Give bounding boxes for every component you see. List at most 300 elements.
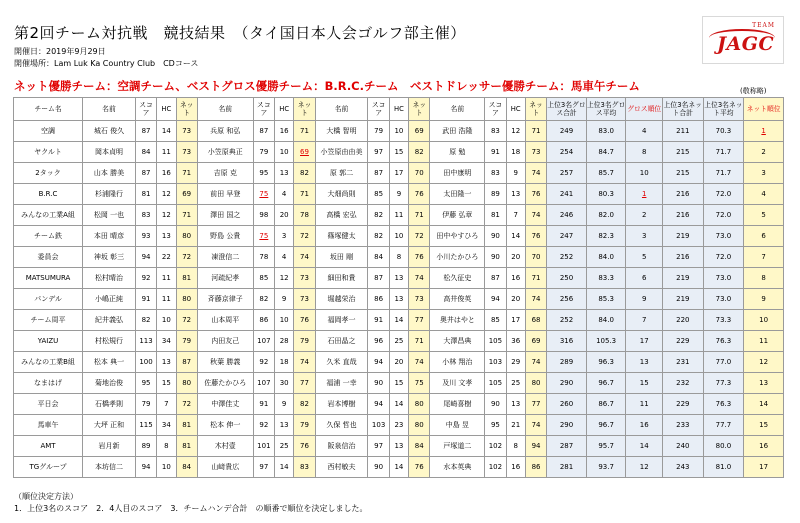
player-name-cell: 松本 伸一 [197,415,253,436]
net-avg-cell: 76.3 [703,394,744,415]
final-rank-cell: 12 [744,352,784,373]
player-net-cell: 72 [176,310,197,331]
player-hc-cell: 10 [389,226,408,247]
player-score-cell: 91 [485,142,506,163]
team-name-cell: チーム鉄 [14,226,83,247]
player-score-cell: 91 [368,310,389,331]
net-total-cell: 216 [662,205,703,226]
player-name-cell: 松久征史 [430,268,485,289]
gross-total-cell: 252 [547,247,587,268]
player-name-cell: 山本 勝美 [83,163,136,184]
final-rank-cell: 7 [744,247,784,268]
player-hc-cell: 8 [157,436,176,457]
player-hc-cell: 12 [506,121,525,142]
player-name-cell: 兵原 和弘 [197,121,253,142]
player-name-cell: 坂田 剛 [315,247,368,268]
player-hc-cell: 21 [506,415,525,436]
player-hc-cell: 16 [506,457,525,478]
player-name-cell: 大畑尚則 [315,184,368,205]
player-hc-cell: 12 [275,268,294,289]
net-total-cell: 216 [662,247,703,268]
player-score-cell: 87 [135,121,156,142]
player-score-cell: 103 [368,415,389,436]
player-score-cell: 94 [485,289,506,310]
gross-avg-cell: 93.7 [586,457,626,478]
gross-rank-cell: 5 [626,247,663,268]
player-score-cell: 82 [135,310,156,331]
net-total-cell: 220 [662,310,703,331]
player-hc-cell: 13 [275,415,294,436]
gross-total-cell: 250 [547,268,587,289]
player-name-cell: 石橋孝則 [83,394,136,415]
player-score-cell: 94 [135,247,156,268]
net-avg-cell: 72.0 [703,184,744,205]
gross-rank-cell: 17 [626,331,663,352]
player-hc-cell: 22 [157,247,176,268]
final-rank-cell: 10 [744,310,784,331]
player-net-cell: 76 [525,226,546,247]
player-hc-cell: 11 [157,142,176,163]
gross-rank-cell: 12 [626,457,663,478]
player-name-cell: 岡本貞明 [83,142,136,163]
player-hc-cell: 16 [157,163,176,184]
team-name-cell: B.R.C [14,184,83,205]
player-score-cell: 90 [485,394,506,415]
gross-avg-cell: 95.7 [586,436,626,457]
player-score-cell: 81 [485,205,506,226]
player-net-cell: 84 [409,436,430,457]
team-row [14,289,784,310]
honorific-note: (敬称略) [740,87,767,95]
player-hc-cell: 14 [389,457,408,478]
team-name-cell: チーム周平 [14,310,83,331]
player-name-cell: 田中やすひろ [430,226,485,247]
player-net-cell: 76 [409,184,430,205]
net-total-cell: 229 [662,331,703,352]
player-name-cell: 大橋 智明 [315,121,368,142]
gross-rank-cell: 10 [626,163,663,184]
player-name-cell: 澤田 国之 [197,205,253,226]
player-name-cell: 及川 文孝 [430,373,485,394]
player-score-cell: 94 [368,394,389,415]
player-net-cell: 73 [294,268,315,289]
player-net-cell: 73 [409,289,430,310]
player-score-cell: 95 [135,373,156,394]
net-total-cell: 233 [662,415,703,436]
team-name-cell: ヤクルト [14,142,83,163]
player-hc-cell: 14 [389,310,408,331]
header-net-total: 上位3名ネット合計 [662,98,703,121]
player-net-cell: 81 [176,415,197,436]
header-net: ネット [525,98,546,121]
team-name-cell: TGグループ [14,457,83,478]
player-name-cell: 高井俊英 [430,289,485,310]
header-net: ネット [176,98,197,121]
player-net-cell: 71 [525,121,546,142]
player-hc-cell: 23 [389,415,408,436]
player-name-cell: 阪泉信治 [315,436,368,457]
player-score-cell: 103 [485,352,506,373]
player-hc-cell: 34 [157,331,176,352]
event-date: 開催日：2019年9月29日 [14,47,106,56]
player-net-cell: 71 [294,121,315,142]
gross-avg-cell: 82.3 [586,226,626,247]
player-net-cell: 74 [525,163,546,184]
player-net-cell: 77 [409,310,430,331]
player-name-cell: 久米 直哉 [315,352,368,373]
team-row [14,457,784,478]
final-rank-cell: 14 [744,394,784,415]
header-team: チーム名 [14,98,83,121]
player-name-cell: 村松規行 [83,331,136,352]
net-total-cell: 211 [662,121,703,142]
player-name-cell: 菊地治俊 [83,373,136,394]
ranking-method-rule: 1．上位3名のスコア 2．4人目のスコア 3．チームハンデ合計 の順番で順位を決定しました。 [14,504,368,513]
gross-avg-cell: 84.0 [586,310,626,331]
player-hc-cell: 25 [506,373,525,394]
player-hc-cell: 20 [275,205,294,226]
player-score-cell: 91 [135,289,156,310]
player-score-cell: 87 [135,163,156,184]
player-hc-cell: 4 [275,247,294,268]
player-name-cell: 山﨑貴広 [197,457,253,478]
player-net-cell: 71 [525,268,546,289]
player-net-cell: 71 [294,184,315,205]
final-rank-cell: 13 [744,373,784,394]
player-name-cell: 福岡孝一 [315,310,368,331]
player-hc-cell: 15 [389,373,408,394]
player-name-cell: 前田 早登 [197,184,253,205]
player-net-cell: 71 [176,163,197,184]
player-score-cell: 86 [253,310,274,331]
team-name-cell: 2タック [14,163,83,184]
player-net-cell: 76 [294,310,315,331]
player-name-cell: 石田晶之 [315,331,368,352]
player-hc-cell: 14 [275,457,294,478]
final-rank-cell: 15 [744,415,784,436]
player-hc-cell: 15 [389,142,408,163]
player-score-cell: 79 [135,394,156,415]
logo-team-text: TEAM [752,22,775,29]
player-hc-cell: 20 [389,352,408,373]
player-net-cell: 76 [409,247,430,268]
player-score-cell: 85 [368,184,389,205]
gross-total-cell: 316 [547,331,587,352]
player-score-cell: 87 [368,163,389,184]
player-hc-cell: 13 [506,184,525,205]
header-net: ネット [294,98,315,121]
header-final-rank: ネット順位 [744,98,784,121]
gross-total-cell: 246 [547,205,587,226]
player-net-cell: 74 [294,247,315,268]
header-gross-rank: グロス順位 [626,98,663,121]
player-net-cell: 87 [176,352,197,373]
player-net-cell: 81 [176,436,197,457]
player-net-cell: 71 [409,331,430,352]
player-net-cell: 71 [176,205,197,226]
player-net-cell: 86 [525,457,546,478]
player-score-cell: 102 [485,457,506,478]
net-total-cell: 243 [662,457,703,478]
player-name-cell: 久保 哲也 [315,415,368,436]
gross-avg-cell: 96.7 [586,373,626,394]
header-name: 名前 [197,98,253,121]
player-name-cell: 奥井はやと [430,310,485,331]
net-total-cell: 229 [662,394,703,415]
header-net-avg: 上位3名ネット平均 [703,98,744,121]
player-name-cell: 小笠原由由美 [315,142,368,163]
net-avg-cell: 71.7 [703,163,744,184]
header-name: 名前 [83,98,136,121]
gross-avg-cell: 83.0 [586,121,626,142]
player-net-cell: 80 [409,394,430,415]
gross-avg-cell: 105.3 [586,331,626,352]
player-score-cell: 78 [253,247,274,268]
player-hc-cell: 13 [389,268,408,289]
player-name-cell: 高橋 宏弘 [315,205,368,226]
final-rank-cell: 3 [744,163,784,184]
gross-avg-cell: 86.7 [586,394,626,415]
header-hc: HC [389,98,408,121]
player-hc-cell: 13 [389,289,408,310]
player-hc-cell: 8 [506,436,525,457]
player-score-cell: 94 [368,352,389,373]
player-name-cell: 河疏紀孝 [197,268,253,289]
team-name-cell: YAIZU [14,331,83,352]
player-net-cell: 76 [525,184,546,205]
player-net-cell: 77 [294,373,315,394]
player-name-cell: 西村敏夫 [315,457,368,478]
player-name-cell: 伊藤 弘章 [430,205,485,226]
team-name-cell: AMT [14,436,83,457]
player-name-cell: 松岡 一也 [83,205,136,226]
player-hc-cell: 7 [157,394,176,415]
player-net-cell: 72 [294,226,315,247]
player-hc-cell: 14 [506,226,525,247]
player-score-cell: 86 [368,289,389,310]
header-gross-total: 上位3名グロス合計 [547,98,587,121]
player-net-cell: 72 [176,247,197,268]
net-avg-cell: 77.3 [703,373,744,394]
player-score-cell: 102 [485,436,506,457]
player-hc-cell: 13 [389,436,408,457]
page-title: 第2回チーム対抗戦 競技結果 （タイ国日本人会ゴルフ部主催） [14,24,466,42]
gross-rank-cell: 14 [626,436,663,457]
player-score-cell: 87 [485,268,506,289]
gross-total-cell: 290 [547,373,587,394]
player-name-cell: 神坂 彰三 [83,247,136,268]
final-rank-cell: 1 [744,121,784,142]
net-avg-cell: 80.0 [703,436,744,457]
player-name-cell: 小林 翔治 [430,352,485,373]
header-gross-avg: 上位3名グロス平均 [586,98,626,121]
player-net-cell: 76 [294,436,315,457]
net-avg-cell: 73.3 [703,310,744,331]
player-score-cell: 95 [253,163,274,184]
player-score-cell: 75 [253,184,274,205]
gross-rank-cell: 4 [626,121,663,142]
player-hc-cell: 10 [275,142,294,163]
player-net-cell: 82 [294,394,315,415]
net-total-cell: 215 [662,163,703,184]
player-hc-cell: 17 [506,310,525,331]
player-name-cell: 水本英典 [430,457,485,478]
player-score-cell: 113 [135,331,156,352]
gross-total-cell: 256 [547,289,587,310]
player-score-cell: 92 [135,268,156,289]
net-total-cell: 231 [662,352,703,373]
gross-avg-cell: 96.3 [586,352,626,373]
player-name-cell: 木村壹 [197,436,253,457]
player-name-cell: 杉浦隆行 [83,184,136,205]
net-total-cell: 219 [662,226,703,247]
player-score-cell: 107 [253,373,274,394]
player-score-cell: 92 [253,352,274,373]
player-hc-cell: 13 [506,394,525,415]
team-row [14,331,784,352]
winners-banner: ネット優勝チーム：空調チーム、ベストグロス優勝チーム：B.R.C.チーム ベストドレッサー優勝チーム：馬車午チーム [14,79,640,93]
player-name-cell: 佐藤たかひろ [197,373,253,394]
player-name-cell: 尾崎喜樹 [430,394,485,415]
player-name-cell: 山本周平 [197,310,253,331]
team-row [14,184,784,205]
player-score-cell: 89 [135,436,156,457]
player-score-cell: 97 [368,436,389,457]
player-net-cell: 74 [525,205,546,226]
player-score-cell: 83 [485,163,506,184]
gross-avg-cell: 96.7 [586,415,626,436]
gross-total-cell: 289 [547,352,587,373]
player-hc-cell: 11 [157,268,176,289]
team-row [14,247,784,268]
net-avg-cell: 73.0 [703,226,744,247]
player-score-cell: 105 [485,373,506,394]
net-avg-cell: 77.0 [703,352,744,373]
player-hc-cell: 11 [157,289,176,310]
player-score-cell: 87 [368,268,389,289]
player-net-cell: 84 [176,457,197,478]
player-hc-cell: 18 [275,352,294,373]
net-avg-cell: 71.7 [703,142,744,163]
net-avg-cell: 77.7 [703,415,744,436]
player-hc-cell: 13 [157,226,176,247]
player-score-cell: 90 [485,226,506,247]
team-name-cell: MATSUMURA [14,268,83,289]
jagc-logo [702,16,784,64]
player-name-cell: 松村晴治 [83,268,136,289]
player-hc-cell: 18 [506,142,525,163]
player-name-cell: 小嶋正純 [83,289,136,310]
player-score-cell: 115 [135,415,156,436]
player-hc-cell: 13 [275,163,294,184]
player-name-cell: 城石 俊久 [83,121,136,142]
gross-total-cell: 241 [547,184,587,205]
player-hc-cell: 4 [275,184,294,205]
player-score-cell: 107 [253,331,274,352]
player-score-cell: 97 [253,457,274,478]
header-score: スコア [485,98,506,121]
player-hc-cell: 28 [275,331,294,352]
player-hc-cell: 17 [389,163,408,184]
net-total-cell: 215 [662,142,703,163]
player-score-cell: 82 [253,289,274,310]
player-score-cell: 101 [253,436,274,457]
header-row [14,98,784,121]
player-net-cell: 69 [525,331,546,352]
player-hc-cell: 3 [275,226,294,247]
player-hc-cell: 14 [389,394,408,415]
net-avg-cell: 70.3 [703,121,744,142]
team-name-cell: みんなの工業B組 [14,352,83,373]
player-net-cell: 79 [294,331,315,352]
player-score-cell: 100 [135,352,156,373]
results-table [13,97,784,478]
player-net-cell: 80 [176,289,197,310]
net-total-cell: 219 [662,289,703,310]
player-score-cell: 84 [368,247,389,268]
net-avg-cell: 81.0 [703,457,744,478]
player-net-cell: 73 [525,142,546,163]
gross-rank-cell: 15 [626,373,663,394]
player-hc-cell: 10 [157,310,176,331]
player-hc-cell: 16 [275,121,294,142]
header-hc: HC [275,98,294,121]
logo-mark-text: JAGC [717,33,775,55]
player-score-cell: 75 [253,226,274,247]
header-score: スコア [253,98,274,121]
player-name-cell: 細田和貴 [315,268,368,289]
player-net-cell: 82 [294,163,315,184]
player-name-cell: 岩本博樹 [315,394,368,415]
gross-avg-cell: 84.0 [586,247,626,268]
player-score-cell: 83 [485,121,506,142]
gross-rank-cell: 8 [626,142,663,163]
player-net-cell: 73 [176,142,197,163]
player-name-cell: 福浦 一幸 [315,373,368,394]
player-score-cell: 85 [485,310,506,331]
player-hc-cell: 9 [389,184,408,205]
gross-total-cell: 260 [547,394,587,415]
player-net-cell: 69 [176,184,197,205]
gross-avg-cell: 84.7 [586,142,626,163]
team-row [14,163,784,184]
player-net-cell: 74 [294,352,315,373]
player-score-cell: 98 [253,205,274,226]
team-row [14,142,784,163]
player-score-cell: 90 [485,247,506,268]
player-name-cell: 大澤昌典 [430,331,485,352]
player-name-cell: 岩月新 [83,436,136,457]
player-hc-cell: 25 [389,331,408,352]
player-name-cell: 中島 昱 [430,415,485,436]
player-name-cell: 秋葉 勝義 [197,352,253,373]
player-net-cell: 80 [176,373,197,394]
net-total-cell: 216 [662,184,703,205]
player-net-cell: 75 [409,373,430,394]
gross-rank-cell: 11 [626,394,663,415]
gross-total-cell: 290 [547,415,587,436]
player-net-cell: 80 [409,415,430,436]
net-avg-cell: 72.0 [703,205,744,226]
player-net-cell: 80 [525,373,546,394]
team-row [14,121,784,142]
player-name-cell: 本坊信二 [83,457,136,478]
player-net-cell: 71 [409,205,430,226]
player-score-cell: 105 [485,331,506,352]
results-body [14,121,784,478]
player-name-cell: 田中康明 [430,163,485,184]
event-venue: 開催場所：Lam Luk Ka Country Club CDコース [14,59,199,68]
